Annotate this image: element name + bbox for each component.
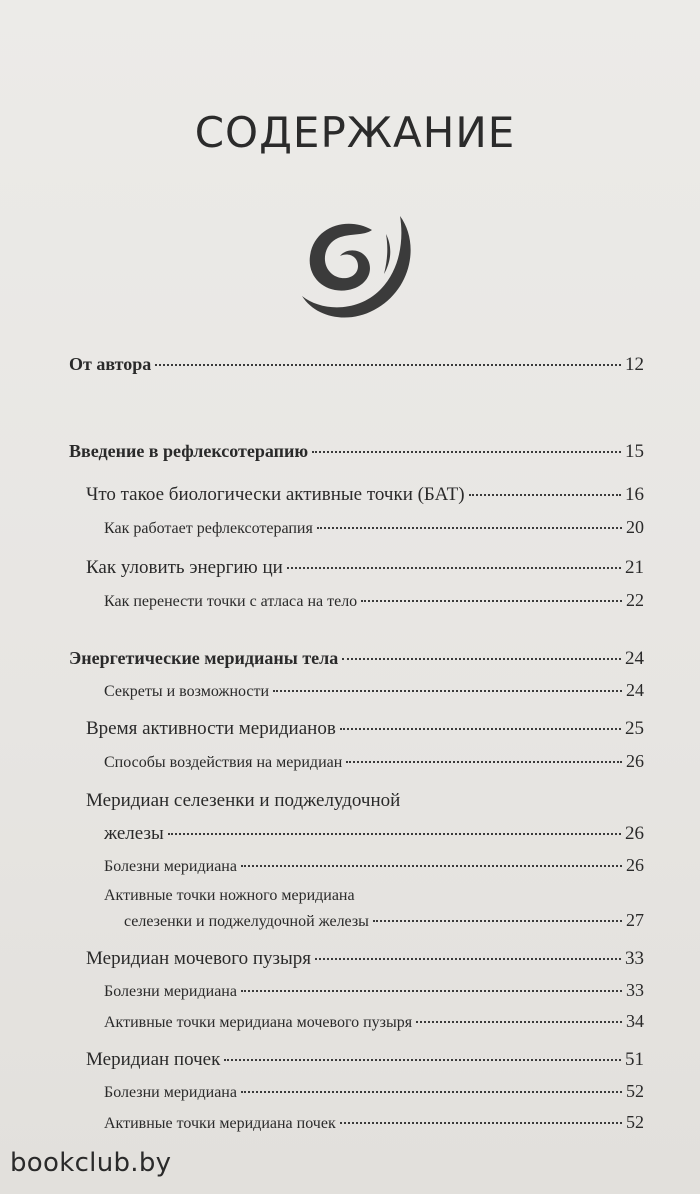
toc-entry-label: От автора [69, 354, 152, 374]
leader-dots [340, 728, 621, 730]
toc-entry-label: Секреты и возможности [104, 683, 270, 700]
leader-dots [155, 364, 621, 366]
swirl-logo-icon [288, 198, 418, 328]
toc-entry[interactable] [69, 354, 644, 376]
toc-page-number: 33 [626, 980, 644, 1000]
toc-entry-label: Активные точки меридиана почек [104, 1115, 336, 1132]
watermark: bookclub.by [10, 1148, 172, 1178]
toc-entry[interactable] [69, 648, 644, 670]
leader-dots [224, 1059, 621, 1061]
toc-entry[interactable] [104, 751, 644, 772]
toc-entry[interactable] [86, 557, 644, 579]
toc-page-number: 51 [625, 1049, 644, 1070]
toc-page-number: 52 [626, 1112, 644, 1132]
leader-dots [340, 1122, 622, 1124]
leader-dots [287, 567, 621, 569]
toc-entry-label: Активные точки меридиана мочевого пузыря [104, 1014, 413, 1031]
toc-entry[interactable] [86, 718, 644, 740]
toc-entry[interactable] [104, 1081, 644, 1102]
toc-entry-label: Болезни меридиана [104, 983, 237, 1000]
leader-dots [346, 761, 622, 763]
toc-entry[interactable] [104, 517, 644, 538]
leader-dots [241, 990, 622, 992]
toc-entry[interactable] [104, 823, 644, 845]
toc-entry[interactable] [69, 441, 644, 463]
toc-entry-label: Болезни меридиана [104, 858, 237, 875]
toc-page-number: 21 [625, 557, 644, 578]
toc-entry-label-line1[interactable]: Активные точки ножного меридиана [104, 887, 355, 904]
toc-entry[interactable] [124, 910, 644, 931]
toc-entry-label: Способы воздействия на меридиан [104, 754, 343, 771]
toc-page-number: 26 [626, 855, 644, 875]
toc-entry-label: железы [104, 823, 164, 844]
page-title: СОДЕРЖАНИЕ [194, 108, 516, 157]
toc-page-number: 24 [625, 648, 644, 669]
toc-entry-label-line1[interactable]: Меридиан селезенки и поджелудочной [86, 790, 401, 811]
toc-entry[interactable] [104, 590, 644, 611]
toc-page-number: 26 [626, 751, 644, 771]
toc-page-number: 24 [626, 680, 644, 700]
toc-entry[interactable] [86, 948, 644, 970]
leader-dots [469, 494, 621, 496]
toc-entry[interactable] [86, 1049, 644, 1071]
leader-dots [317, 527, 622, 529]
toc-entry[interactable] [104, 855, 644, 876]
toc-page-number: 22 [626, 590, 644, 610]
toc-entry-label: Меридиан почек [86, 1049, 221, 1070]
toc-entry[interactable] [104, 680, 644, 701]
toc-page-number: 27 [626, 910, 644, 930]
toc-entry-label: Что такое биологически активные точки (БАТ) [86, 484, 465, 505]
toc-page-number: 15 [625, 441, 644, 462]
leader-dots [168, 833, 621, 835]
toc-page-number: 25 [625, 718, 644, 739]
toc-entry-label: селезенки и поджелудочной железы [124, 913, 369, 930]
leader-dots [373, 920, 622, 922]
toc-entry-label: Время активности меридианов [86, 718, 336, 739]
toc-page-number: 12 [625, 354, 644, 375]
leader-dots [312, 451, 621, 453]
toc-entry[interactable] [104, 1112, 644, 1133]
toc-entry[interactable] [104, 1011, 644, 1032]
leader-dots [361, 600, 622, 602]
toc-entry[interactable] [86, 484, 644, 506]
toc-entry-label: Введение в рефлексотерапию [69, 441, 309, 461]
toc-page-number: 20 [626, 517, 644, 537]
leader-dots [241, 865, 622, 867]
toc-page-number: 26 [625, 823, 644, 844]
leader-dots [315, 958, 621, 960]
toc-page-number: 16 [625, 484, 644, 505]
toc-entry-label: Как работает рефлексотерапия [104, 520, 313, 537]
leader-dots [342, 658, 621, 660]
toc-page-number: 52 [626, 1081, 644, 1101]
toc-page-number: 34 [626, 1011, 644, 1031]
leader-dots [416, 1021, 622, 1023]
toc-entry-label: Как перенести точки с атласа на тело [104, 593, 358, 610]
toc-entry-label: Энергетические меридианы тела [69, 648, 339, 668]
toc-entry-label: Меридиан мочевого пузыря [86, 948, 312, 969]
leader-dots [273, 690, 622, 692]
leader-dots [241, 1091, 622, 1093]
toc-entry-label: Болезни меридиана [104, 1084, 237, 1101]
toc-page-number: 33 [625, 948, 644, 969]
toc-entry[interactable] [104, 980, 644, 1001]
toc-entry-label: Как уловить энергию ци [86, 557, 283, 578]
